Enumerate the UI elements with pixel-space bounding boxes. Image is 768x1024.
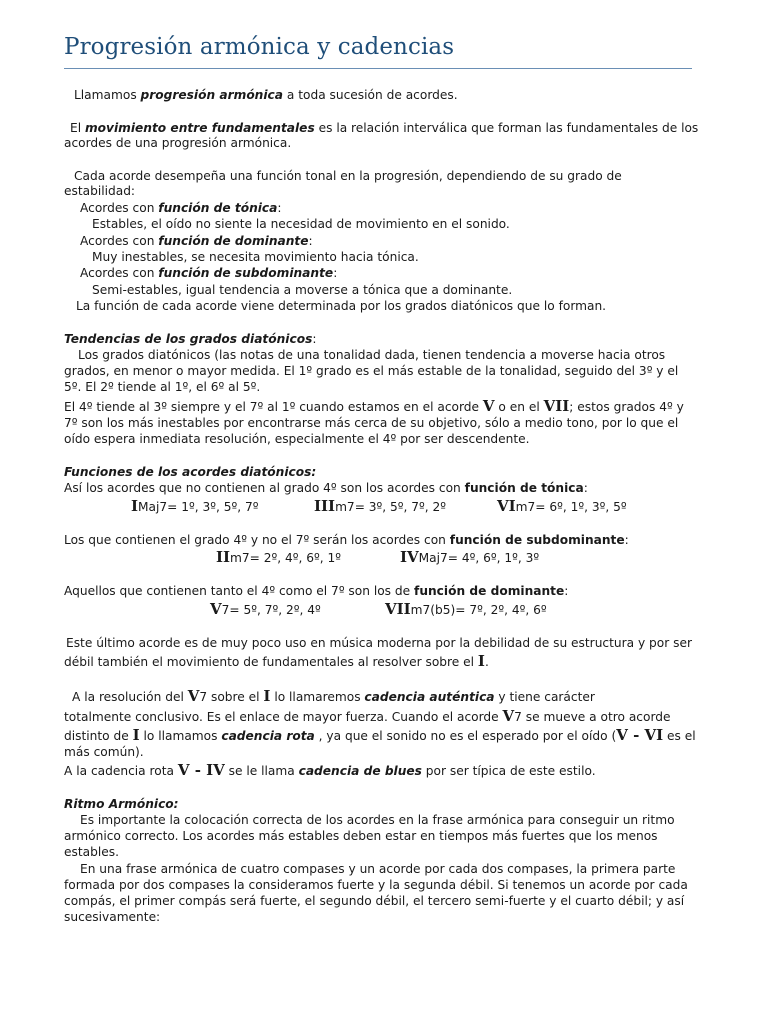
text: , ya que el sonido no es el esperado por el oído ( [314, 729, 617, 743]
text: Acordes con [80, 266, 159, 280]
text: lo llamaremos [270, 690, 365, 704]
roman-numeral: V [187, 687, 200, 705]
tendencias-line-6: oído espera inmediata resolución, especialmente el 4º por ser descendente. [64, 432, 530, 446]
text: totalmente conclusivo. Es el enlace de mayor fuerza. Cuando el acorde [64, 710, 503, 724]
text: Aquellos que contienen tanto el 4º como el 7º son los de [64, 584, 415, 598]
intro-paragraph-1 [74, 88, 458, 103]
chord-IV [400, 550, 539, 566]
text: : [564, 584, 569, 598]
term-progresion: progresión armónica [140, 88, 283, 102]
text: A la resolución del [72, 690, 188, 704]
text: Llamamos [74, 88, 141, 102]
chord-degrees: 7= 5º, 7º, 2º, 4º [221, 603, 321, 617]
roman-numeral: VII [543, 397, 570, 415]
term-funcion-subdominante: función de subdominante [449, 533, 625, 547]
chord-degrees: m7= 2º, 4º, 6º, 1º [230, 551, 341, 565]
ritmo-line-7: sucesivamente: [64, 910, 161, 924]
cadencia-line-1 [72, 689, 595, 705]
tendencias-heading [64, 332, 316, 347]
text: o en el [494, 400, 544, 414]
text: : [312, 332, 317, 346]
term-cadencia-blues: cadencia de blues [298, 764, 422, 778]
roman-numeral: VI [497, 497, 516, 515]
text: Los que contienen el grado 4º y no el 7º serán los acordes con [64, 533, 450, 547]
chord-degrees: m7= 3º, 5º, 7º, 2º [335, 500, 447, 514]
text: : [333, 266, 338, 280]
text: : [624, 533, 629, 547]
text: : [583, 481, 588, 495]
tendencias-line-4 [64, 399, 684, 415]
text: A la cadencia rota [64, 764, 178, 778]
dominante-description: Muy inestables, se necesita movimiento hacia tónica. [92, 250, 419, 264]
subdominante-line [80, 266, 337, 281]
roman-numeral: I [263, 687, 271, 705]
text: : [277, 201, 282, 215]
text: y tiene carácter [494, 690, 595, 704]
roman-numeral: I [132, 726, 140, 744]
chord-III [314, 499, 446, 515]
tendencias-line-5: 7º son los más inestables por encontrarse más cerca de su objetivo, sólo a medio tono, por lo que el [64, 416, 679, 430]
dominante-line [80, 234, 313, 249]
roman-numeral: II [216, 548, 231, 566]
subdominante-description: Semi-estables, igual tendencia a moverse a tónica que a dominante. [92, 283, 513, 297]
tonica-chords-intro [64, 481, 588, 496]
roman-numeral: V [482, 397, 495, 415]
text: 7 se mueve a otro acorde [514, 710, 671, 724]
tonica-line [80, 201, 282, 216]
text: El [70, 121, 85, 135]
heading-text: Tendencias de los grados diatónicos [64, 332, 313, 346]
text: por ser típica de este estilo. [421, 764, 596, 778]
intro-paragraph-3-line-1: Cada acorde desempeña una función tonal en la progresión, dependiendo de su grado de [74, 169, 622, 183]
text: es la relación interválica que forman las fundamentales de los [314, 121, 699, 135]
text: Así los acordes que no contienen al grado 4º son los acordes con [64, 481, 465, 495]
chord-degrees: m7(b5)= 7º, 2º, 4º, 6º [410, 603, 547, 617]
roman-numeral: IV [400, 548, 419, 566]
funciones-heading: Funciones de los acordes diatónicos: [64, 465, 317, 479]
chord-degrees: Maj7= 1º, 3º, 5º, 7º [138, 500, 259, 514]
ritmo-line-4: En una frase armónica de cuatro compases y un acorde por cada dos compases, la primera parte [80, 862, 676, 876]
text: Acordes con [80, 234, 159, 248]
text: se le llama [224, 764, 299, 778]
text: a toda sucesión de acordes. [283, 88, 458, 102]
functions-summary: La función de cada acorde viene determinada por los grados diatónicos que lo forman. [76, 299, 607, 313]
roman-numeral: V [210, 600, 222, 618]
text: Acordes con [80, 201, 159, 215]
ultimo-acorde-line-1: Este último acorde es de muy poco uso en música moderna por la debilidad de su estructura y por ser [66, 636, 692, 650]
text: 7 sobre el [199, 690, 264, 704]
chord-degrees: m7= 6º, 1º, 3º, 5º [515, 500, 627, 514]
term-cadencia-rota: cadencia rota [221, 729, 315, 743]
roman-numeral: V - IV [177, 761, 225, 779]
term-movimiento: movimiento entre fundamentales [84, 121, 315, 135]
roman-numeral: I [131, 497, 139, 515]
cadencia-line-5 [64, 763, 596, 779]
title-underline [64, 68, 692, 69]
term-cadencia-autentica: cadencia auténtica [364, 690, 495, 704]
ritmo-line-6: compás, el primer compás será fuerte, el segundo débil, el tercero semi-fuerte y el cuarto débil; y así [64, 894, 685, 908]
text: . [484, 655, 489, 669]
ritmo-line-5: formada por dos compases la consideramos fuerte y la segunda débil. Si tenemos un acorde por cada [64, 878, 688, 892]
intro-paragraph-2-line-2: acordes de una progresión armónica. [64, 136, 292, 150]
ritmo-line-1: Es importante la colocación correcta de los acordes en la frase armónica para conseguir un ritmo [80, 813, 675, 827]
text: lo llamamos [139, 729, 222, 743]
text: : [308, 234, 313, 248]
cadencia-line-4: más común). [64, 745, 144, 759]
intro-paragraph-3-line-2: estabilidad: [64, 184, 136, 198]
cadencia-line-3 [64, 728, 696, 744]
roman-numeral: V - VI [616, 726, 664, 744]
tendencias-line-3: 5º. El 2º tiende al 1º, el 6º al 5º. [64, 380, 261, 394]
term-funcion-tonica: función de tónica [464, 481, 584, 495]
dominante-chords-intro [64, 584, 568, 599]
term-tonica: función de tónica [158, 201, 278, 215]
chord-VI [497, 499, 627, 515]
page-title: Progresión armónica y cadencias [64, 34, 455, 60]
roman-numeral: V [502, 707, 515, 725]
ritmo-heading: Ritmo Armónico: [64, 797, 179, 811]
term-subdominante: función de subdominante [158, 266, 334, 280]
text: distinto de [64, 729, 133, 743]
chord-degrees: Maj7= 4º, 6º, 1º, 3º [418, 551, 540, 565]
roman-numeral: VII [385, 600, 411, 618]
term-funcion-dominante: función de dominante [414, 584, 565, 598]
chord-I [131, 499, 258, 515]
subdominante-chords-intro [64, 533, 629, 548]
tendencias-line-1: Los grados diatónicos (las notas de una tonalidad dada, tienen tendencia a moverse hacia otros [78, 348, 666, 362]
chord-V [210, 602, 321, 618]
ritmo-line-3: estables. [64, 845, 119, 859]
ritmo-line-2: armónico correcto. Los acordes más estables deben estar en tiempos más fuertes que los menos [64, 829, 658, 843]
text: es el [663, 729, 696, 743]
text: El 4º tiende al 3º siempre y el 7º al 1º cuando estamos en el acorde [64, 400, 483, 414]
chord-II [216, 550, 341, 566]
tendencias-line-2: grados, en menor o mayor medida. El 1º grado es el más estable de la tonalidad, seguido del 3º y el [64, 364, 679, 378]
tonica-description: Estables, el oído no siente la necesidad de movimiento en el sonido. [92, 217, 510, 231]
intro-paragraph-2-line-1 [70, 121, 698, 136]
cadencia-line-2 [64, 709, 670, 725]
ultimo-acorde-line-2 [64, 654, 489, 670]
roman-numeral: III [314, 497, 336, 515]
roman-numeral: I [477, 652, 485, 670]
term-dominante: función de dominante [158, 234, 309, 248]
chord-VII [385, 602, 547, 618]
text: ; estos grados 4º y [569, 400, 684, 414]
text: débil también el movimiento de fundamentales al resolver sobre el [64, 655, 478, 669]
